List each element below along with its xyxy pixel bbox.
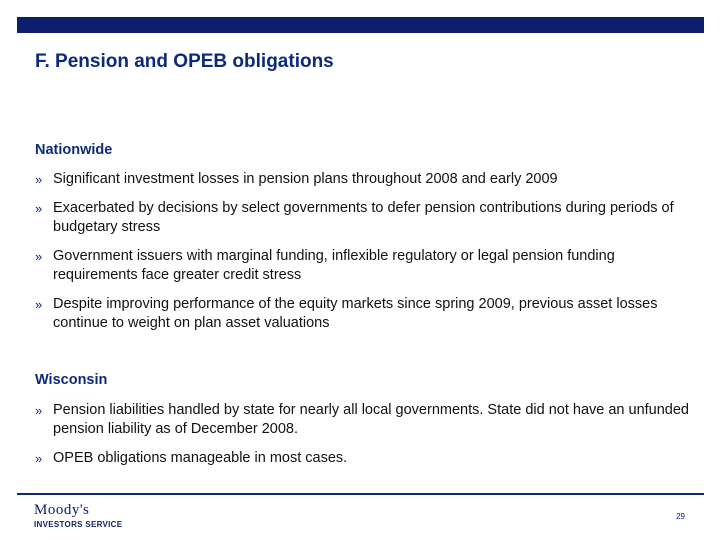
bullet-text: Exacerbated by decisions by select governments to defer pension contributions during periods of budgetary stress [53, 200, 674, 235]
section-heading-nationwide: Nationwide [35, 142, 113, 158]
bullet-item [35, 295, 695, 333]
page-number: 29 [676, 512, 685, 521]
logo-name: Moody's [34, 502, 90, 518]
footer-divider [17, 493, 704, 495]
slide-title: F. Pension and OPEB obligations [35, 51, 334, 72]
bullet-text: Government issuers with marginal funding, inflexible regulatory or legal pension funding requirements face greater credit stress [53, 248, 615, 283]
bullet-text: Pension liabilities handled by state for nearly all local governments. State did not have an unfunded pension liability as of December 2008. [53, 402, 689, 437]
moodys-logo [34, 502, 134, 532]
bullet-text: OPEB obligations manageable in most cases. [53, 450, 348, 466]
bullet-text: Significant investment losses in pension plans throughout 2008 and early 2009 [53, 171, 558, 187]
bullet-item [35, 401, 695, 439]
logo-subtitle: INVESTORS SERVICE [34, 520, 123, 529]
bullet-text: Despite improving performance of the equity markets since spring 2009, previous asset losses continue to weight on plan asset valuations [53, 296, 658, 331]
bullet-marker-icon: » [35, 297, 43, 312]
bullet-item [35, 247, 695, 285]
bullet-item [35, 449, 695, 468]
bullet-marker-icon: » [35, 403, 43, 418]
bullet-item [35, 199, 695, 237]
section-heading-wisconsin: Wisconsin [35, 372, 108, 388]
bullet-marker-icon: » [35, 249, 43, 264]
header-bar [17, 17, 704, 33]
bullet-marker-icon: » [35, 451, 43, 466]
bullet-marker-icon: » [35, 201, 43, 216]
bullet-marker-icon: » [35, 172, 43, 187]
bullet-item [35, 170, 695, 189]
